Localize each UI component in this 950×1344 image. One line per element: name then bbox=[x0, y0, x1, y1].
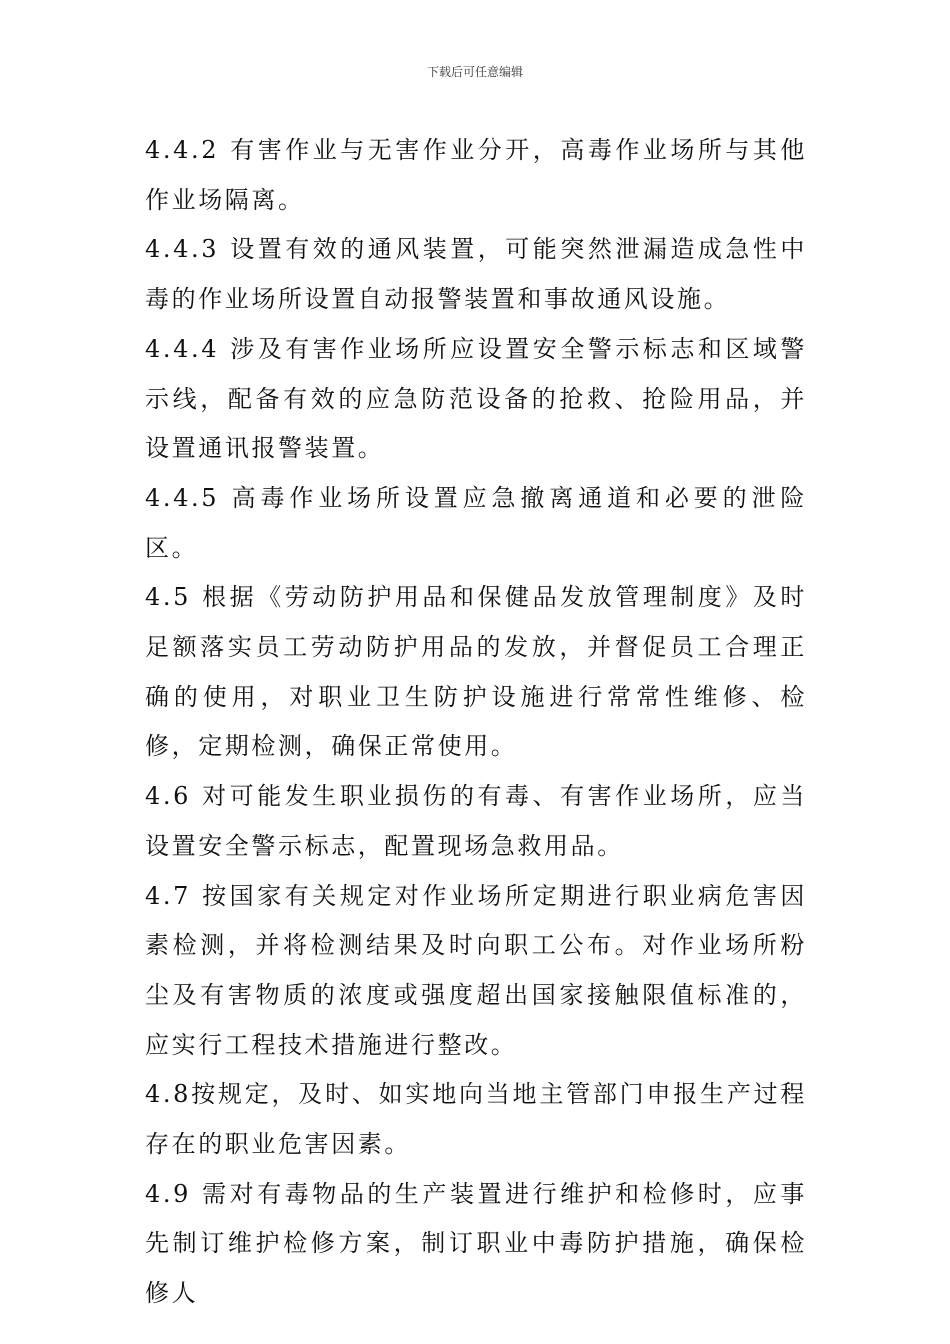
paragraph-4-4-5: 4.4.5 高毒作业场所设置应急撤离通道和必要的泄险区。 bbox=[145, 483, 807, 562]
paragraph-4-9: 4.9 需对有毒物品的生产装置进行维护和检修时，应事先制订维护检修方案，制订职业中毒防护措施，确保检修人 bbox=[145, 1179, 807, 1308]
paragraph-4-4-4: 4.4.4 涉及有害作业场所应设置安全警示标志和区域警示线，配备有效的应急防范设备的抢救、抢险用品，并设置通讯报警装置。 bbox=[145, 334, 807, 463]
paragraph-4-6: 4.6 对可能发生职业损伤的有毒、有害作业场所，应当设置安全警示标志，配置现场急救用品。 bbox=[145, 782, 807, 860]
paragraph-4-5: 4.5 根据《劳动防护用品和保健品发放管理制度》及时足额落实员工劳动防护用品的发放，并督促员工合理正确的使用，对职业卫生防护设施进行常常性维修、检修，定期检测，确保正常使用。 bbox=[145, 583, 807, 761]
paragraph-4-7: 4.7 按国家有关规定对作业场所定期进行职业病危害因素检测，并将检测结果及时向职工公布。对作业场所粉尘及有害物质的浓度或强度超出国家接触限值标准的，应实行工程技术措施进行整改。 bbox=[145, 881, 807, 1059]
paragraph-4-8: 4.8按规定，及时、如实地向当地主管部门申报生产过程存在的职业危害因素。 bbox=[145, 1080, 807, 1159]
document-body bbox=[145, 126, 807, 1319]
paragraph-4-4-3: 4.4.3 设置有效的通风装置，可能突然泄漏造成急性中毒的作业场所设置自动报警装置和事故通风设施。 bbox=[145, 235, 807, 314]
paragraph-4-4-2: 4.4.2 有害作业与无害作业分开，高毒作业场所与其他作业场隔离。 bbox=[145, 136, 807, 214]
page-header-note: 下载后可任意编辑 bbox=[426, 65, 523, 79]
